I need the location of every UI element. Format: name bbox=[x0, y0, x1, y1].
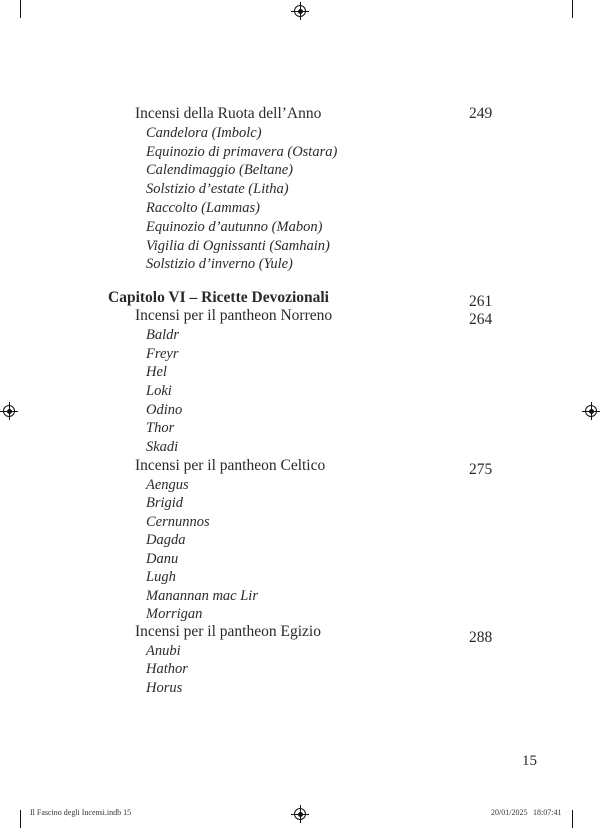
registration-mark-right-icon bbox=[585, 405, 597, 417]
toc-entry: Aengus bbox=[146, 477, 189, 493]
toc-entry: Freyr bbox=[146, 346, 179, 362]
toc-heading-wheel: Incensi della Ruota dell’Anno bbox=[135, 105, 322, 122]
slug-date: 20/01/2025 bbox=[491, 808, 528, 817]
toc-entry: Baldr bbox=[146, 327, 180, 343]
toc-entry: Vigilia di Ognissanti (Samhain) bbox=[146, 238, 330, 254]
toc-entry: Calendimaggio (Beltane) bbox=[146, 162, 293, 178]
toc-page-egypt: 288 bbox=[469, 629, 493, 646]
toc-entry: Anubi bbox=[146, 643, 181, 659]
crop-mark-top-right bbox=[572, 0, 573, 18]
toc-entry: Raccolto (Lammas) bbox=[146, 200, 260, 216]
registration-mark-top-icon bbox=[294, 5, 306, 17]
crop-mark-bottom-left bbox=[20, 810, 21, 828]
toc-entry: Solstizio d’inverno (Yule) bbox=[146, 256, 293, 272]
toc-page-celtic: 275 bbox=[469, 461, 493, 478]
toc-entry: Solstizio d’estate (Litha) bbox=[146, 181, 289, 197]
toc-entry: Morrigan bbox=[146, 606, 203, 622]
toc-entry: Odino bbox=[146, 402, 183, 418]
toc-entry: Horus bbox=[146, 680, 183, 696]
toc-heading-norse: Incensi per il pantheon Norreno bbox=[135, 307, 333, 324]
toc-entry: Skadi bbox=[146, 439, 179, 455]
toc-entry: Cernunnos bbox=[146, 514, 210, 530]
toc-entry: Loki bbox=[146, 383, 172, 399]
toc-heading-celtic: Incensi per il pantheon Celtico bbox=[135, 457, 326, 474]
crop-mark-bottom-right bbox=[572, 810, 573, 828]
toc-entry: Manannan mac Lir bbox=[146, 588, 258, 604]
registration-mark-left-icon bbox=[3, 405, 15, 417]
toc-page-norse: 264 bbox=[469, 311, 493, 328]
toc-chapter-title: Capitolo VI – Ricette Devozionali bbox=[108, 289, 329, 306]
toc-entry: Brigid bbox=[146, 495, 184, 511]
toc-entry: Danu bbox=[146, 551, 179, 567]
slug-filename: Il Fascino degli Incensi.indb 15 bbox=[30, 808, 132, 817]
toc-entry: Equinozio di primavera (Ostara) bbox=[146, 144, 338, 160]
toc-entry: Equinozio d’autunno (Mabon) bbox=[146, 219, 323, 235]
toc-entry: Thor bbox=[146, 420, 175, 436]
crop-mark-top-left bbox=[20, 0, 21, 18]
toc-entry: Dagda bbox=[146, 532, 186, 548]
toc-entry: Lugh bbox=[146, 569, 176, 585]
toc-entry: Hel bbox=[146, 364, 167, 380]
toc-page-wheel: 249 bbox=[469, 105, 493, 122]
toc-entry: Candelora (Imbolc) bbox=[146, 125, 262, 141]
toc-entry: Hathor bbox=[146, 661, 188, 677]
registration-mark-bottom-icon bbox=[294, 808, 306, 820]
toc-page-chapter: 261 bbox=[469, 293, 493, 310]
toc-heading-egypt: Incensi per il pantheon Egizio bbox=[135, 623, 321, 640]
slug-time: 18:07:41 bbox=[533, 808, 562, 817]
page-number: 15 bbox=[522, 753, 537, 769]
